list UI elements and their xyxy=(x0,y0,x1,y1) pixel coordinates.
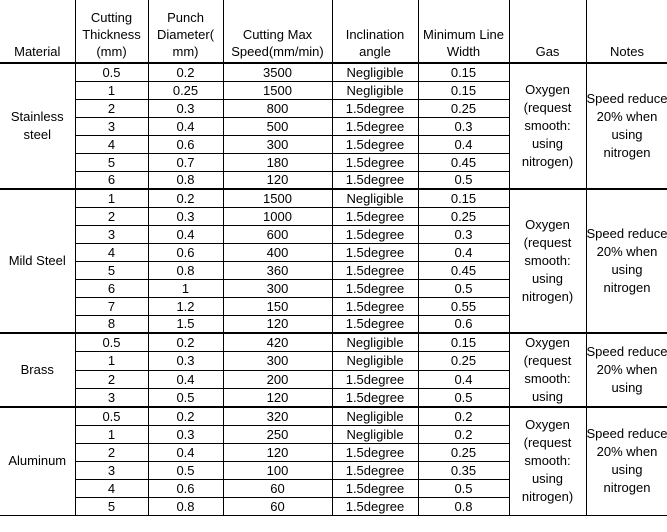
thickness-cell: 6 xyxy=(75,279,148,297)
inclination-cell: 1.5degree xyxy=(332,389,418,408)
inclination-cell: 1.5degree xyxy=(332,225,418,243)
line-width-cell: 0.5 xyxy=(418,389,509,408)
thickness-cell: 8 xyxy=(75,315,148,333)
gas-cell: Oxygen (request smooth: using nitrogen) xyxy=(509,63,586,189)
inclination-cell: 1.5degree xyxy=(332,207,418,225)
line-width-cell: 0.2 xyxy=(418,407,509,425)
notes-cell: Speed reduce 20% when using xyxy=(586,333,667,407)
line-width-cell: 0.4 xyxy=(418,370,509,389)
thickness-cell: 5 xyxy=(75,153,148,171)
line-width-cell: 0.25 xyxy=(418,352,509,371)
punch-cell: 0.4 xyxy=(148,117,223,135)
table-row xyxy=(0,63,667,81)
speed-cell: 320 xyxy=(223,407,332,425)
punch-cell: 1.5 xyxy=(148,315,223,333)
punch-cell: 0.4 xyxy=(148,370,223,389)
thickness-cell: 3 xyxy=(75,389,148,408)
material-cell: Brass xyxy=(0,333,75,407)
punch-cell: 0.7 xyxy=(148,153,223,171)
punch-cell: 0.3 xyxy=(148,352,223,371)
line-width-cell: 0.6 xyxy=(418,315,509,333)
punch-cell: 0.6 xyxy=(148,135,223,153)
gas-cell: Oxygen (request smooth: using xyxy=(509,333,586,407)
speed-cell: 120 xyxy=(223,171,332,189)
line-width-cell: 0.45 xyxy=(418,153,509,171)
speed-cell: 180 xyxy=(223,153,332,171)
punch-cell: 0.8 xyxy=(148,261,223,279)
inclination-cell: 1.5degree xyxy=(332,497,418,515)
inclination-cell: 1.5degree xyxy=(332,135,418,153)
notes-cell: Speed reduce 20% when using nitrogen xyxy=(586,63,667,189)
punch-cell: 0.2 xyxy=(148,407,223,425)
inclination-cell: Negligible xyxy=(332,352,418,371)
table-body xyxy=(0,63,667,515)
punch-cell: 0.3 xyxy=(148,425,223,443)
line-width-cell: 0.45 xyxy=(418,261,509,279)
speed-cell: 600 xyxy=(223,225,332,243)
inclination-cell: 1.5degree xyxy=(332,153,418,171)
material-cell: Stainless steel xyxy=(0,63,75,189)
speed-cell: 120 xyxy=(223,315,332,333)
material-cell: Aluminum xyxy=(0,407,75,515)
punch-cell: 1.2 xyxy=(148,297,223,315)
header-punch-diameter: Punch Diameter( mm) xyxy=(148,0,223,63)
thickness-cell: 7 xyxy=(75,297,148,315)
speed-cell: 800 xyxy=(223,99,332,117)
thickness-cell: 5 xyxy=(75,497,148,515)
speed-cell: 100 xyxy=(223,461,332,479)
punch-cell: 0.2 xyxy=(148,333,223,352)
punch-cell: 0.5 xyxy=(148,461,223,479)
inclination-cell: 1.5degree xyxy=(332,315,418,333)
speed-cell: 400 xyxy=(223,243,332,261)
speed-cell: 3500 xyxy=(223,63,332,81)
speed-cell: 300 xyxy=(223,279,332,297)
inclination-cell: Negligible xyxy=(332,63,418,81)
inclination-cell: 1.5degree xyxy=(332,279,418,297)
speed-cell: 120 xyxy=(223,389,332,408)
notes-cell: Speed reduce 20% when using nitrogen xyxy=(586,189,667,333)
inclination-cell: Negligible xyxy=(332,189,418,207)
inclination-cell: Negligible xyxy=(332,333,418,352)
inclination-cell: Negligible xyxy=(332,425,418,443)
header-minimum-line-width: Minimum Line Width xyxy=(418,0,509,63)
inclination-cell: 1.5degree xyxy=(332,243,418,261)
thickness-cell: 2 xyxy=(75,207,148,225)
line-width-cell: 0.3 xyxy=(418,225,509,243)
thickness-cell: 4 xyxy=(75,243,148,261)
header-row xyxy=(0,0,667,63)
line-width-cell: 0.25 xyxy=(418,207,509,225)
thickness-cell: 0.5 xyxy=(75,333,148,352)
line-width-cell: 0.3 xyxy=(418,117,509,135)
thickness-cell: 2 xyxy=(75,443,148,461)
punch-cell: 0.2 xyxy=(148,63,223,81)
inclination-cell: 1.5degree xyxy=(332,479,418,497)
inclination-cell: 1.5degree xyxy=(332,461,418,479)
thickness-cell: 1 xyxy=(75,425,148,443)
inclination-cell: Negligible xyxy=(332,81,418,99)
punch-cell: 0.8 xyxy=(148,171,223,189)
header-cutting-max-speed: Cutting Max Speed(mm/min) xyxy=(223,0,332,63)
line-width-cell: 0.15 xyxy=(418,63,509,81)
punch-cell: 0.6 xyxy=(148,243,223,261)
speed-cell: 300 xyxy=(223,352,332,371)
thickness-cell: 1 xyxy=(75,189,148,207)
speed-cell: 120 xyxy=(223,443,332,461)
table-row xyxy=(0,333,667,352)
line-width-cell: 0.35 xyxy=(418,461,509,479)
header-inclination-angle: Inclination angle xyxy=(332,0,418,63)
inclination-cell: 1.5degree xyxy=(332,370,418,389)
speed-cell: 200 xyxy=(223,370,332,389)
line-width-cell: 0.15 xyxy=(418,333,509,352)
header-gas: Gas xyxy=(509,0,586,63)
speed-cell: 60 xyxy=(223,497,332,515)
line-width-cell: 0.4 xyxy=(418,135,509,153)
punch-cell: 0.2 xyxy=(148,189,223,207)
speed-cell: 1000 xyxy=(223,207,332,225)
punch-cell: 0.25 xyxy=(148,81,223,99)
speed-cell: 150 xyxy=(223,297,332,315)
thickness-cell: 0.5 xyxy=(75,63,148,81)
speed-cell: 500 xyxy=(223,117,332,135)
speed-cell: 1500 xyxy=(223,189,332,207)
thickness-cell: 2 xyxy=(75,99,148,117)
gas-cell: Oxygen (request smooth: using nitrogen) xyxy=(509,407,586,515)
line-width-cell: 0.55 xyxy=(418,297,509,315)
thickness-cell: 6 xyxy=(75,171,148,189)
thickness-cell: 1 xyxy=(75,352,148,371)
inclination-cell: 1.5degree xyxy=(332,171,418,189)
thickness-cell: 4 xyxy=(75,479,148,497)
inclination-cell: 1.5degree xyxy=(332,261,418,279)
line-width-cell: 0.15 xyxy=(418,189,509,207)
line-width-cell: 0.25 xyxy=(418,443,509,461)
punch-cell: 0.4 xyxy=(148,443,223,461)
line-width-cell: 0.2 xyxy=(418,425,509,443)
table-row xyxy=(0,407,667,425)
thickness-cell: 0.5 xyxy=(75,407,148,425)
punch-cell: 0.8 xyxy=(148,497,223,515)
line-width-cell: 0.5 xyxy=(418,279,509,297)
header-cutting-thickness: Cutting Thickness (mm) xyxy=(75,0,148,63)
inclination-cell: 1.5degree xyxy=(332,443,418,461)
speed-cell: 1500 xyxy=(223,81,332,99)
speed-cell: 250 xyxy=(223,425,332,443)
thickness-cell: 4 xyxy=(75,135,148,153)
speed-cell: 420 xyxy=(223,333,332,352)
punch-cell: 0.4 xyxy=(148,225,223,243)
punch-cell: 1 xyxy=(148,279,223,297)
line-width-cell: 0.5 xyxy=(418,479,509,497)
speed-cell: 360 xyxy=(223,261,332,279)
line-width-cell: 0.8 xyxy=(418,497,509,515)
thickness-cell: 3 xyxy=(75,461,148,479)
inclination-cell: 1.5degree xyxy=(332,99,418,117)
thickness-cell: 5 xyxy=(75,261,148,279)
speed-cell: 60 xyxy=(223,479,332,497)
thickness-cell: 2 xyxy=(75,370,148,389)
thickness-cell: 3 xyxy=(75,225,148,243)
line-width-cell: 0.5 xyxy=(418,171,509,189)
table-row xyxy=(0,189,667,207)
punch-cell: 0.3 xyxy=(148,207,223,225)
punch-cell: 0.5 xyxy=(148,389,223,408)
gas-cell: Oxygen (request smooth: using nitrogen) xyxy=(509,189,586,333)
line-width-cell: 0.15 xyxy=(418,81,509,99)
punch-cell: 0.6 xyxy=(148,479,223,497)
material-cell: Mild Steel xyxy=(0,189,75,333)
header-notes: Notes xyxy=(586,0,667,63)
header-material: Material xyxy=(0,0,75,63)
inclination-cell: Negligible xyxy=(332,407,418,425)
thickness-cell: 1 xyxy=(75,81,148,99)
inclination-cell: 1.5degree xyxy=(332,297,418,315)
notes-cell: Speed reduce 20% when using nitrogen xyxy=(586,407,667,515)
punch-cell: 0.3 xyxy=(148,99,223,117)
thickness-cell: 3 xyxy=(75,117,148,135)
line-width-cell: 0.4 xyxy=(418,243,509,261)
speed-cell: 300 xyxy=(223,135,332,153)
inclination-cell: 1.5degree xyxy=(332,117,418,135)
line-width-cell: 0.25 xyxy=(418,99,509,117)
